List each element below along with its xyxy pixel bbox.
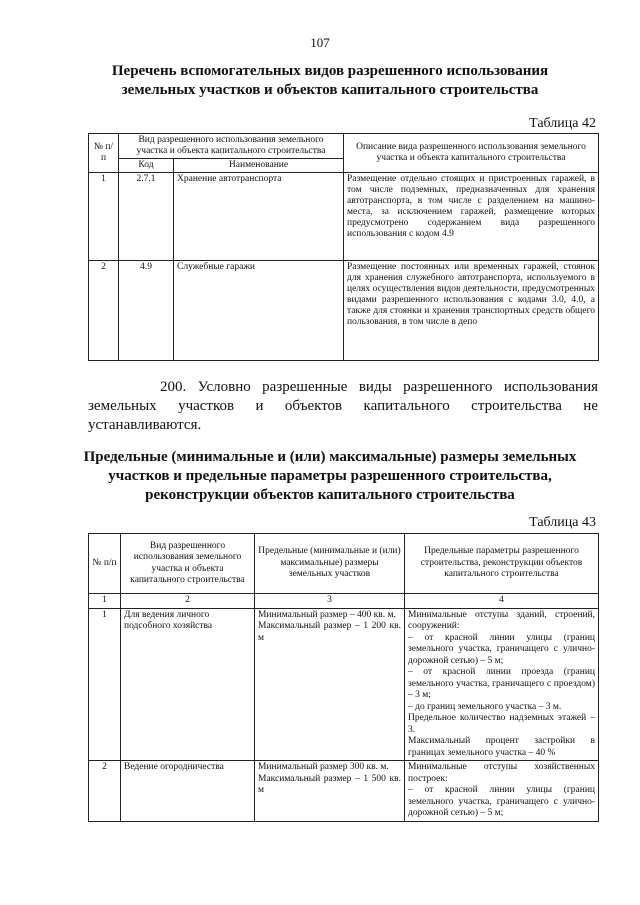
header-name: Наименование: [174, 159, 344, 173]
cell-num: 1: [89, 608, 121, 761]
cell-desc: Размещение отдельно стоящих и пристроенных гаражей, в том числе подземных, предназначенных для хранения автотранспорта, в том числе с разделением на машино-места, за исключением гаражей, размещение которых предусмотрено содержанием вида разрешенного использования с кодом 4.9: [344, 173, 599, 261]
section2-title-line: реконструкции объектов капитального строительства: [145, 487, 515, 503]
col-number: 1: [89, 594, 121, 609]
col-number: 3: [255, 594, 405, 609]
cell-name: Хранение автотранспорта: [174, 173, 344, 261]
cell-kind: Для ведения личного подсобного хозяйства: [121, 608, 255, 761]
cell-sizes: [255, 608, 405, 761]
header-num: № п/п: [89, 534, 121, 594]
cell-sizes: [255, 761, 405, 822]
param-item: Минимальные отступы хозяйственных построек:: [408, 762, 595, 784]
size-item: Максимальный размер – 1 200 кв. м: [258, 621, 401, 643]
header-num: № п/п: [89, 134, 119, 173]
header-sizes: Предельные (минимальные и (или) максимальные) размеры земельных участков: [255, 534, 405, 594]
size-item: Максимальный размер – 1 500 кв. м: [258, 773, 401, 795]
table43-caption: Таблица 43: [529, 515, 596, 530]
size-item: Минимальный размер 300 кв. м.: [258, 762, 389, 772]
section2-title-line: участков и предельные параметры разрешенного строительства,: [108, 468, 552, 484]
table-43: [88, 533, 599, 822]
header-kind: Вид разрешенного использования земельного участка и объекта капитального строительства: [119, 134, 344, 159]
section2-title: [60, 448, 600, 505]
header-kind: Вид разрешенного использования земельного участка и объекта капитального строительства: [121, 534, 255, 594]
header-code: Код: [119, 159, 174, 173]
param-item: – от красной линии улицы (границ земельного участка, граничащего с улично-дорожной сетью) – 5 м;: [408, 785, 595, 818]
col-number: 2: [121, 594, 255, 609]
header-params: Предельные параметры разрешенного строительства, реконструкции объектов капитального строительства: [405, 534, 599, 594]
table-42: [88, 133, 599, 361]
param-item: – от красной линии улицы (границ земельного участка, граничащего с улично-дорожной сетью) – 5 м;: [408, 632, 595, 666]
table-row: [89, 261, 599, 361]
param-item: Предельное количество надземных этажей – 3.: [408, 713, 595, 735]
param-item: Максимальный процент застройки в границах земельного участка – 40 %: [408, 736, 595, 758]
param-item: Минимальные отступы зданий, строений, сооружений:: [408, 609, 595, 631]
page-number: 107: [310, 35, 330, 50]
cell-name: Служебные гаражи: [174, 261, 344, 361]
section2-title-line: Предельные (минимальные и (или) максимальные) размеры земельных: [83, 449, 577, 465]
col-number: 4: [405, 594, 599, 609]
cell-params: [405, 761, 599, 822]
table-row: [89, 761, 599, 822]
section1-title-line: Перечень вспомогательных видов разрешенного использования: [111, 63, 549, 79]
param-item: – от красной линии проезда (границ земельного участка, граничащего с проездом) – 3 м;: [408, 667, 595, 700]
cell-num: 1: [89, 173, 119, 261]
section1-title-line: земельных участков и объектов капитального строительства: [121, 82, 539, 98]
cell-params: [405, 608, 599, 761]
section1-title: [60, 62, 600, 100]
table-row: [89, 608, 599, 761]
cell-num: 2: [89, 261, 119, 361]
param-item: – до границ земельного участка – 3 м.: [408, 701, 562, 712]
size-item: Минимальный размер – 400 кв. м.: [258, 609, 396, 620]
cell-desc: Размещение постоянных или временных гаражей, стоянок для хранения служебного автотранспорта, используемого в целях осуществления видов деятельности, предусмотренных видами разрешенного использования с кодами 3.0, 4.0, а также для стоянки и хранения транспортных средств общего пользования, в том числе в депо: [344, 261, 599, 361]
cell-num: 2: [89, 761, 121, 822]
table-row: [89, 173, 599, 261]
cell-kind: Ведение огородничества: [121, 761, 255, 822]
cell-code: 2.7.1: [119, 173, 174, 261]
cell-code: 4.9: [119, 261, 174, 361]
paragraph-200: 200. Условно разрешенные виды разрешенного использования земельных участков и объектов капитального строительства не устанавливаются.: [88, 379, 598, 433]
table42-caption: Таблица 42: [529, 116, 596, 131]
header-desc: Описание вида разрешенного использования земельного участка и объекта капитального строительства: [344, 134, 599, 173]
